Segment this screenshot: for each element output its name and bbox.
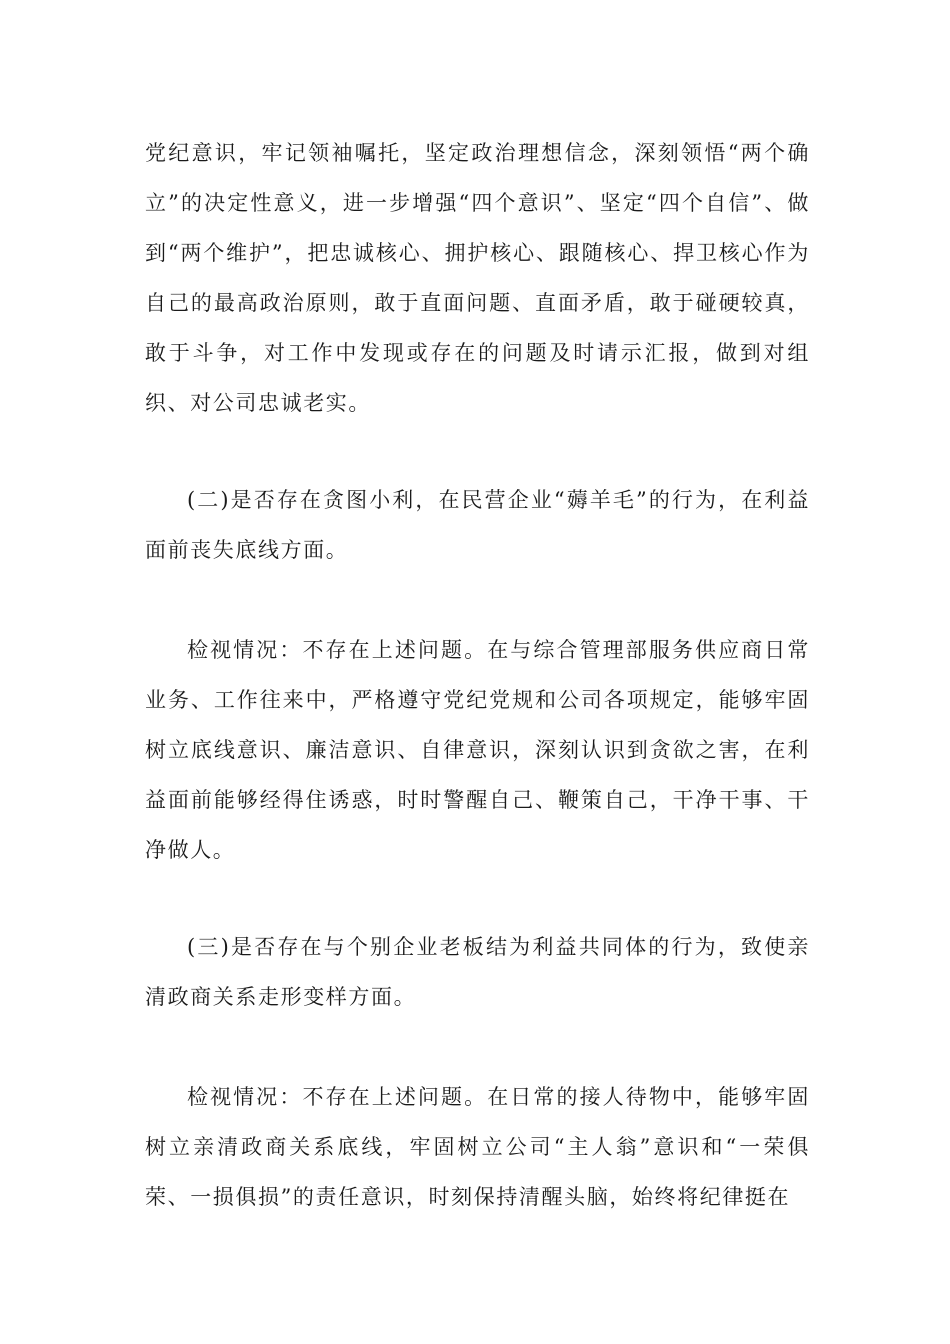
- section-heading-two: (二)是否存在贪图小利，在民营企业“薅羊毛”的行为，在利益面前丧失底线方面。: [145, 488, 810, 562]
- review-paragraph-three: 检视情况：不存在上述问题。在日常的接人待物中，能够牢固树立亲清政商关系底线，牢固树立公司“主人翁”意识和“一荣俱荣、一损俱损”的责任意识，时刻保持清醒头脑，始终将纪律挺在: [145, 1085, 810, 1209]
- paragraph-party-discipline-continuation: 党纪意识，牢记领袖嘱托，坚定政治理想信念，深刻领悟“两个确立”的决定性意义，进一步增强“四个意识”、坚定“四个自信”、做到“两个维护”，把忠诚核心、拥护核心、跟随核心、捍卫核心作为自己的最高政治原则，敢于直面问题、直面矛盾，敢于碰硬较真，敢于斗争，对工作中发现或存在的问题及时请示汇报，做到对组织、对公司忠诚老实。: [145, 141, 810, 415]
- review-paragraph-two: 检视情况：不存在上述问题。在与综合管理部服务供应商日常业务、工作往来中，严格遵守党纪党规和公司各项规定，能够牢固树立底线意识、廉洁意识、自律意识，深刻认识到贪欲之害，在利益面前能够经得住诱惑，时时警醒自己、鞭策自己，干净干事、干净做人。: [145, 638, 810, 862]
- section-heading-three: (三)是否存在与个别企业老板结为利益共同体的行为，致使亲清政商关系走形变样方面。: [145, 935, 810, 1009]
